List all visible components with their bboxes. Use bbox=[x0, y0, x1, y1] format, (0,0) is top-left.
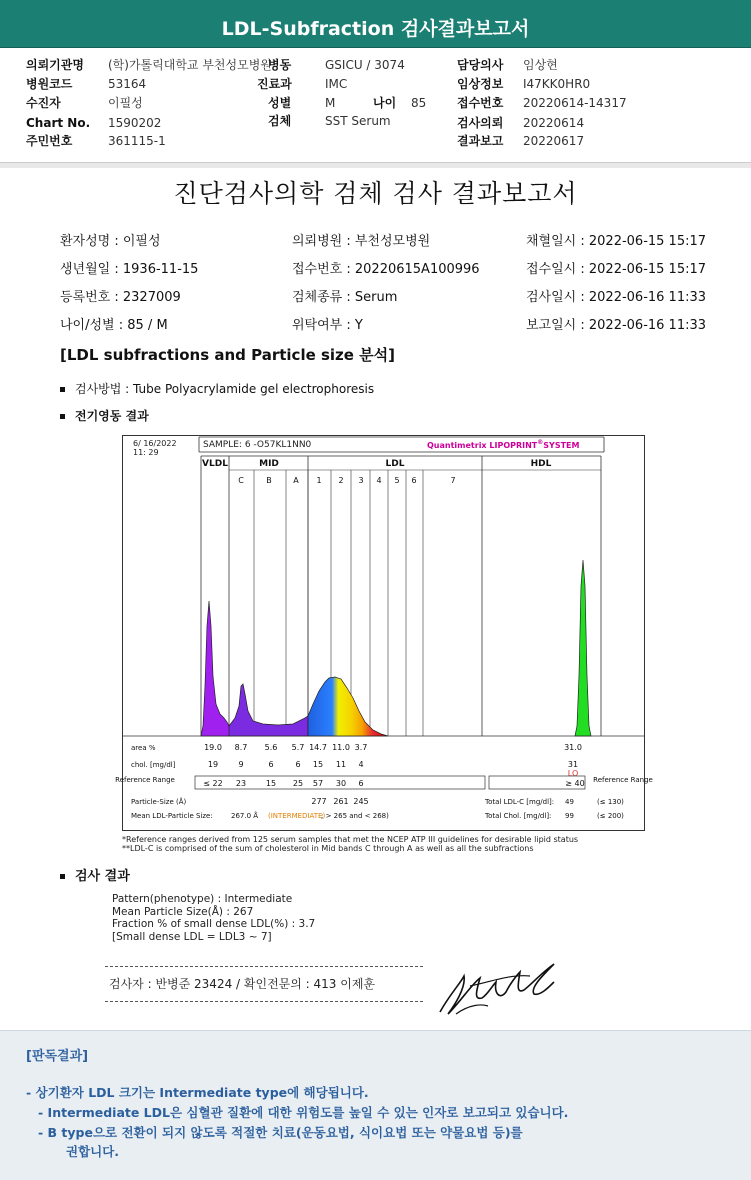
specimen-value: SST Serum bbox=[325, 114, 391, 128]
reception-value: 20220614-14317 bbox=[523, 96, 627, 110]
chart-value: 1590202 bbox=[108, 116, 162, 130]
request-hospital: 의뢰병원 : 부천성모병원 bbox=[292, 234, 431, 249]
chol-value: 11 bbox=[335, 760, 347, 769]
mean-range: ; > 265 and < 268) bbox=[321, 812, 389, 820]
registration-number: 등록번호 : 2327009 bbox=[60, 290, 181, 305]
ref-row-label: Reference Range bbox=[115, 776, 175, 784]
particle-size-value: 261 bbox=[333, 797, 349, 806]
area-value: 5.7 bbox=[291, 743, 305, 752]
patient-value: 이필성 bbox=[108, 96, 143, 110]
band-label: 3 bbox=[358, 476, 364, 485]
report-label: 결과보고 bbox=[457, 134, 504, 148]
area-value: 31.0 bbox=[564, 743, 582, 752]
ref-range-value: 23 bbox=[235, 779, 247, 788]
band-label: A bbox=[293, 476, 299, 485]
page-title: LDL-Subfraction 검사결과보고서 bbox=[221, 18, 530, 40]
interpretation-line: - B type으로 전환이 되지 않도록 적절한 치료(운동요법, 식이요법 또는 약물요법 등)를 bbox=[38, 1125, 523, 1140]
ref-row-label-right: Reference Range bbox=[593, 776, 653, 784]
result-line: Pattern(phenotype) : Intermediate bbox=[112, 893, 293, 905]
chart-label: Chart No. bbox=[26, 116, 91, 130]
signature-icon bbox=[430, 954, 570, 1020]
rrn-value: 361115-1 bbox=[108, 134, 166, 148]
mean-size-value: 267.0 Å bbox=[231, 812, 259, 820]
data-table bbox=[115, 743, 653, 820]
received-datetime: 접수일시 : 2022-06-15 15:17 bbox=[526, 262, 707, 277]
result-summary bbox=[112, 893, 315, 943]
report-title: 진단검사의학 검체 검사 결과보고서 bbox=[173, 179, 578, 208]
total-ldl-value: 49 bbox=[565, 798, 574, 806]
ward-value: GSICU / 3074 bbox=[325, 58, 405, 72]
band-label: 5 bbox=[394, 476, 400, 485]
method-text: 검사방법 : Tube Polyacrylamide gel electrophoresis bbox=[75, 382, 375, 396]
hdl-ref-value: ≥ 40 bbox=[565, 779, 585, 788]
clinical-value: I47KK0HR0 bbox=[523, 77, 591, 91]
age-value: 85 bbox=[411, 96, 427, 110]
results-heading-text: 검사 결과 bbox=[75, 869, 130, 884]
brand-text: Quantimetrix LIPOPRINT bbox=[427, 441, 538, 450]
result-line: Fraction % of small dense LDL(%) : 3.7 bbox=[112, 918, 316, 930]
total-ldl-label: Total LDL-C [mg/dl]: bbox=[485, 798, 555, 806]
age-sex: 나이/성별 : 85 / M bbox=[60, 318, 168, 333]
chart-svg bbox=[115, 436, 653, 830]
area-row-label: area % bbox=[131, 744, 156, 752]
results-heading bbox=[60, 865, 130, 884]
psize-row-label: Particle-Size (Å) bbox=[131, 798, 187, 806]
ref-range-value: 25 bbox=[292, 779, 304, 788]
reception-label: 접수번호 bbox=[457, 96, 504, 110]
report-datetime: 보고일시 : 2022-06-16 11:33 bbox=[526, 318, 707, 333]
total-ldl-ref: (≤ 130) bbox=[597, 798, 624, 806]
brand-sup: ® bbox=[537, 439, 544, 446]
region-label-vldl: VLDL bbox=[202, 459, 228, 469]
mid-bands-area bbox=[229, 684, 308, 736]
hospital-label: 의뢰기관명 bbox=[26, 58, 84, 72]
electro-text: 전기영동 결과 bbox=[75, 409, 149, 423]
ldl-bands-area bbox=[308, 677, 388, 736]
ref-range-value: 6 bbox=[358, 779, 364, 788]
band-headers bbox=[201, 456, 601, 736]
chart-brand bbox=[427, 439, 580, 450]
collect-datetime: 채혈일시 : 2022-06-15 15:17 bbox=[526, 234, 707, 249]
sex-value: M bbox=[325, 96, 336, 110]
area-value: 8.7 bbox=[234, 743, 248, 752]
chol-value: 9 bbox=[238, 760, 244, 769]
report-value: 20220617 bbox=[523, 134, 585, 148]
band-label: C bbox=[238, 476, 244, 485]
electro-heading bbox=[60, 407, 149, 424]
chart-date: 6/ 16/2022 bbox=[133, 439, 177, 448]
area-value: 5.6 bbox=[264, 743, 278, 752]
patient-label: 수진자 bbox=[26, 96, 61, 110]
chol-value: 15 bbox=[312, 760, 324, 769]
ref-range-value: 30 bbox=[335, 779, 347, 788]
chol-value: 19 bbox=[207, 760, 219, 769]
request-value: 20220614 bbox=[523, 116, 585, 130]
report-page bbox=[10, 168, 741, 1030]
result-line: [Small dense LDL = LDL3 ~ 7] bbox=[112, 930, 272, 943]
hospital-value: (학)가톨릭대학교 부천성모병원 bbox=[108, 58, 272, 72]
area-value: 14.7 bbox=[309, 743, 327, 752]
specimen-label: 검체 bbox=[268, 114, 292, 128]
code-value: 53164 bbox=[108, 77, 147, 91]
hdl-low-flag: LO bbox=[567, 769, 579, 778]
doctor-label: 담당의사 bbox=[457, 58, 504, 72]
clinical-label: 임상정보 bbox=[457, 77, 504, 91]
chart-time: 11: 29 bbox=[133, 448, 159, 457]
section-heading: [LDL subfractions and Particle size 분석] bbox=[60, 346, 396, 364]
mean-size-label: Mean LDL-Particle Size: bbox=[131, 812, 213, 820]
test-datetime: 검사일시 : 2022-06-16 11:33 bbox=[526, 290, 707, 305]
mean-pattern: (INTERMEDIATE) bbox=[268, 812, 326, 820]
ref-range-value: ≤ 22 bbox=[203, 779, 223, 788]
chol-value: 6 bbox=[268, 760, 274, 769]
outsourced-flag: 위탁여부 : Y bbox=[292, 318, 363, 333]
particle-size-value: 277 bbox=[311, 797, 327, 806]
doctor-value: 임상현 bbox=[523, 58, 558, 72]
specimen-type: 검체종류 : Serum bbox=[292, 290, 398, 305]
ref-range-value: 57 bbox=[312, 779, 324, 788]
chol-row-label: chol. [mg/dl] bbox=[131, 761, 176, 769]
area-value: 3.7 bbox=[354, 743, 368, 752]
band-label: 1 bbox=[316, 476, 322, 485]
rrn-label: 주민번호 bbox=[26, 134, 73, 148]
interpretation-panel bbox=[0, 1030, 751, 1180]
request-info bbox=[0, 54, 751, 164]
hdl-peak bbox=[575, 560, 591, 736]
bullet-icon bbox=[60, 874, 65, 879]
code-label: 병원코드 bbox=[26, 77, 73, 91]
birth-date: 생년월일 : 1936-11-15 bbox=[60, 262, 199, 277]
interpretation-header: [판독결과] bbox=[26, 1049, 89, 1064]
region-label-hdl: HDL bbox=[530, 459, 552, 469]
sex-label: 성별 bbox=[268, 96, 292, 110]
request-label: 검사의뢰 bbox=[457, 116, 504, 130]
dept-label: 진료과 bbox=[257, 77, 292, 91]
area-value: 19.0 bbox=[204, 743, 222, 752]
particle-size-value: 245 bbox=[353, 797, 369, 806]
reception-number: 접수번호 : 20220615A100996 bbox=[292, 262, 480, 277]
electrophoresis-chart bbox=[115, 435, 653, 831]
brand-tail: SYSTEM bbox=[543, 441, 580, 450]
total-chol-value: 99 bbox=[565, 812, 574, 820]
chol-value: 6 bbox=[295, 760, 301, 769]
chol-value: 4 bbox=[358, 760, 364, 769]
method-line bbox=[60, 380, 374, 397]
band-label: B bbox=[266, 476, 272, 485]
result-line: Mean Particle Size(Å) : 267 bbox=[112, 905, 254, 918]
interpretation-line: 권합니다. bbox=[66, 1144, 120, 1159]
interpretation-line: - Intermediate LDL은 심혈관 질환에 대한 위험도를 높일 수 있는 인자로 보고되고 있습니다. bbox=[38, 1105, 569, 1120]
patient-name: 환자성명 : 이필성 bbox=[60, 234, 161, 249]
title-bar bbox=[0, 0, 751, 48]
age-label: 나이 bbox=[373, 96, 397, 110]
chol-value: 31 bbox=[567, 760, 579, 769]
bullet-icon bbox=[60, 414, 65, 419]
region-label-ldl: LDL bbox=[385, 459, 405, 469]
interpretation-line: - 상기환자 LDL 크기는 Intermediate type에 해당됩니다. bbox=[26, 1085, 369, 1100]
vldl-peak bbox=[201, 601, 231, 736]
region-headers bbox=[201, 456, 601, 470]
region-label-mid: MID bbox=[259, 459, 279, 469]
band-label: 2 bbox=[338, 476, 344, 485]
dept-value: IMC bbox=[325, 77, 348, 91]
footnote-1: *Reference ranges derived from 125 serum samples that met the NCEP ATP III guidelines for desirable lipid status bbox=[122, 835, 579, 844]
band-label: 4 bbox=[376, 476, 382, 485]
ward-label: 병동 bbox=[268, 58, 292, 72]
band-label: 6 bbox=[411, 476, 417, 485]
ref-range-value: 15 bbox=[265, 779, 277, 788]
band-label: 7 bbox=[450, 476, 456, 485]
area-value: 11.0 bbox=[332, 743, 350, 752]
chart-sample: SAMPLE: 6 -O57KL1NN0 bbox=[203, 440, 312, 450]
total-chol-ref: (≤ 200) bbox=[597, 812, 624, 820]
signature-line: 검사자 : 반병준 23424 / 확인전문의 : 413 이제훈 bbox=[105, 966, 423, 1002]
total-chol-label: Total Chol. [mg/dl]: bbox=[485, 812, 552, 820]
footnote-2: **LDL-C is comprised of the sum of cholesterol in Mid bands C through A as well as all the subfractions bbox=[122, 844, 534, 853]
bullet-icon bbox=[60, 387, 65, 392]
